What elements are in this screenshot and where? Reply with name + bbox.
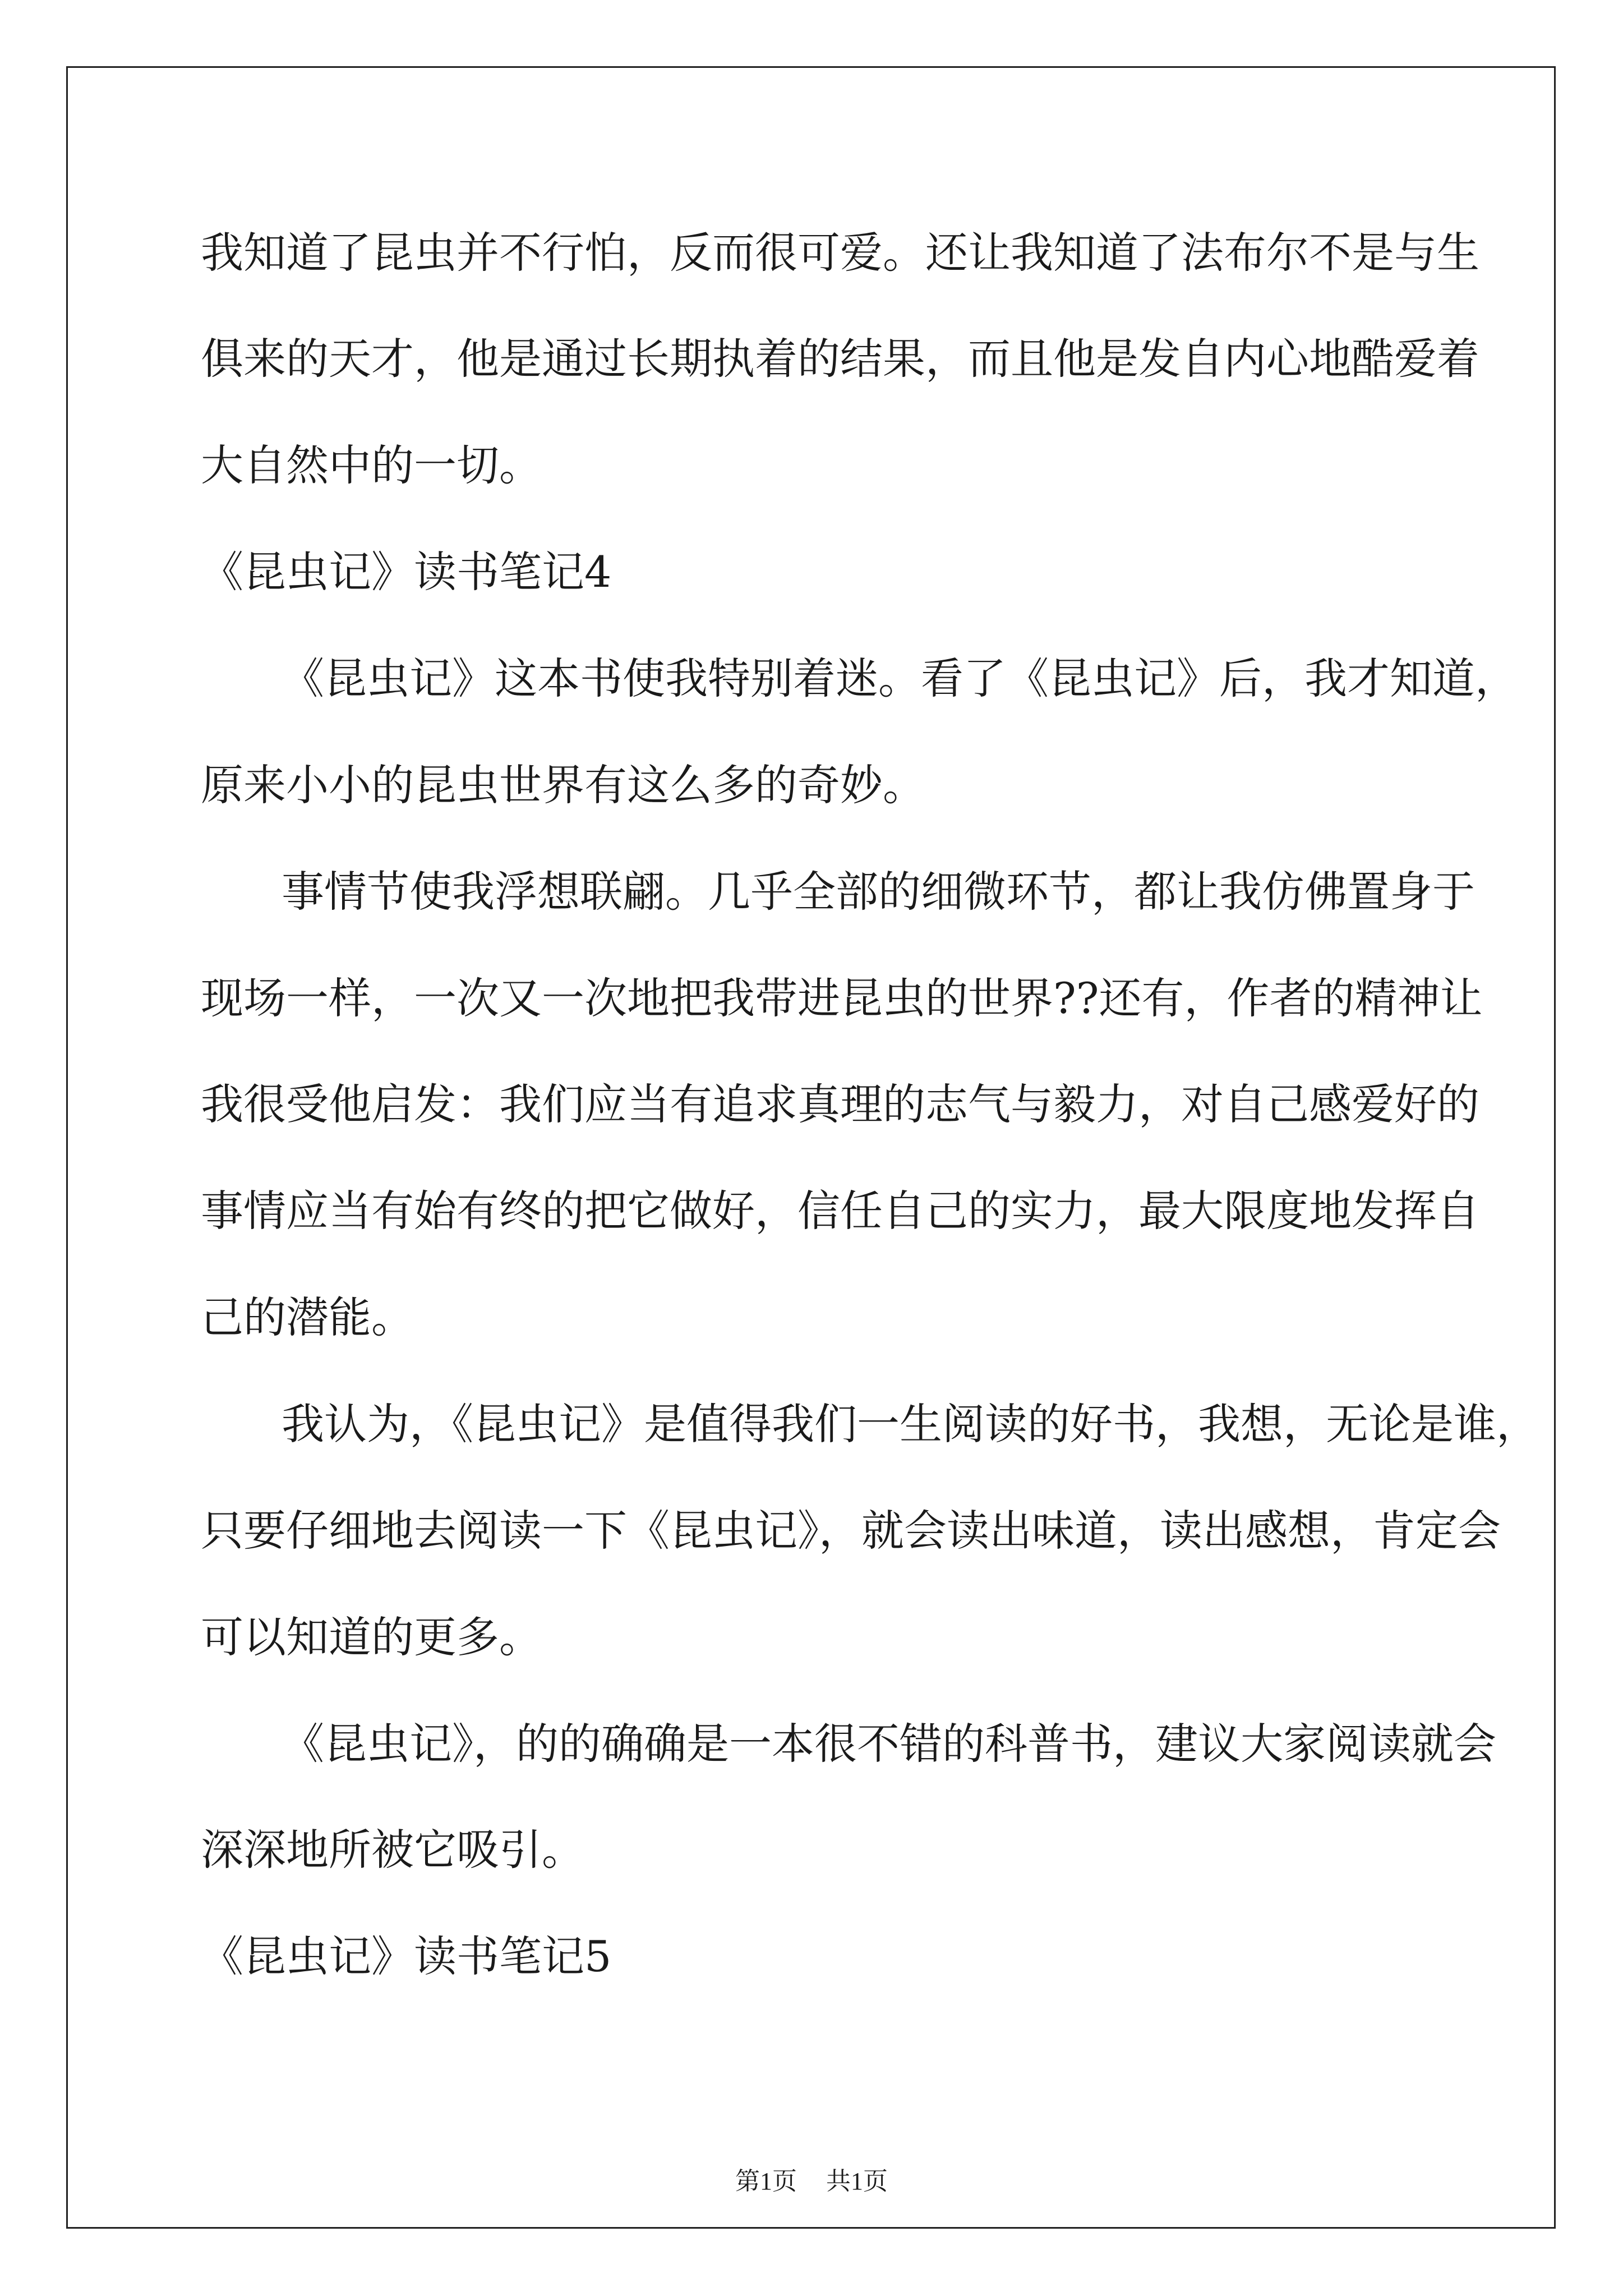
body-text-line: 我很受他启发：我们应当有追求真理的志气与毅力，对自己感爱好的 <box>201 1079 1479 1129</box>
page-number: 第1页 <box>735 2168 797 2195</box>
body-text-line: 可以知道的更多。 <box>201 1612 542 1662</box>
body-text-line: 我认为，《昆虫记》是值得我们一生阅读的好书，我想，无论是谁， <box>282 1399 1539 1449</box>
body-text-line: 俱来的天才，他是通过长期执着的结果，而且他是发自内心地酷爱着 <box>201 334 1479 384</box>
body-text-line: 大自然中的一切。 <box>201 440 542 490</box>
section-heading: 《昆虫记》读书笔记4 <box>201 547 612 597</box>
body-text-line: 《昆虫记》这本书使我特别着迷。看了《昆虫记》后，我才知道， <box>282 654 1518 703</box>
page-border <box>66 66 1556 2229</box>
page-total: 共1页 <box>826 2168 888 2195</box>
section-heading: 《昆虫记》读书笔记5 <box>201 1931 612 1981</box>
page-footer <box>0 2161 1623 2197</box>
body-text-line: 己的潜能。 <box>201 1292 414 1342</box>
body-text-line: 事情节使我浮想联翩。几乎全部的细微环节，都让我仿佛置身于 <box>282 867 1475 917</box>
body-text-line: 只要仔细地去阅读一下《昆虫记》，就会读出味道，读出感想，肯定会 <box>201 1506 1501 1556</box>
body-text-line: 我知道了昆虫并不行怕，反而很可爱。还让我知道了法布尔不是与生 <box>201 228 1479 278</box>
body-text-line: 事情应当有始有终的把它做好，信任自己的实力，最大限度地发挥自 <box>201 1186 1479 1236</box>
body-text-line: 《昆虫记》，的的确确是一本很不错的科普书，建议大家阅读就会 <box>282 1719 1496 1769</box>
body-text-line: 原来小小的昆虫世界有这么多的奇妙。 <box>201 760 925 810</box>
body-text-line: 现场一样，一次又一次地把我带进昆虫的世界??还有，作者的精神让 <box>201 973 1483 1023</box>
body-text-line: 深深地所被它吸引。 <box>201 1825 584 1875</box>
